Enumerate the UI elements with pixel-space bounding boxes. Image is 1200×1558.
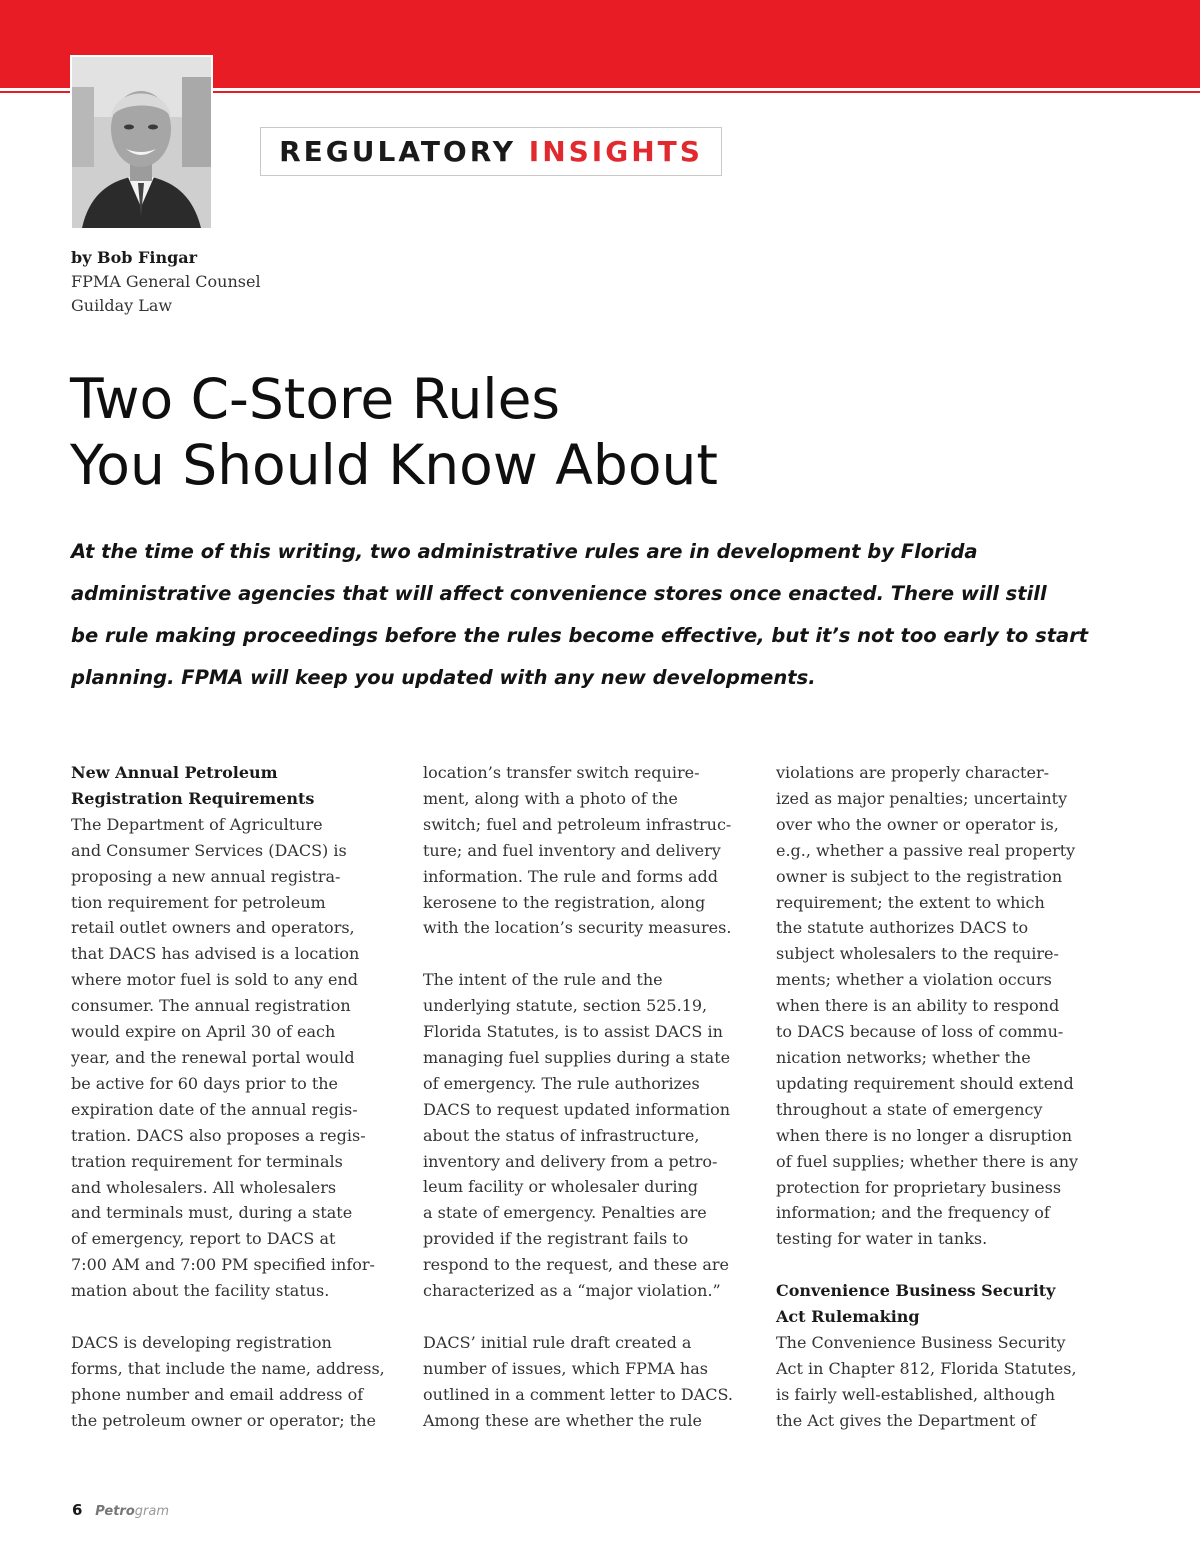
body-line: ments; whether a violation occurs [776, 970, 1052, 990]
subhead-line: Registration Requirements [71, 788, 315, 808]
body-line: kerosene to the registration, along [423, 892, 706, 912]
body-line: phone number and email address of [71, 1384, 364, 1404]
body-line: tion requirement for petroleum [71, 892, 326, 912]
article-title-line: You Should Know About [70, 433, 718, 497]
body-line: ture; and fuel inventory and delivery [423, 840, 721, 860]
body-line: The intent of the rule and the [423, 970, 663, 990]
body-column-1 [71, 760, 401, 1434]
body-line: leum facility or wholesaler during [423, 1177, 698, 1197]
body-line: tration requirement for terminals [71, 1151, 343, 1171]
author-portrait-icon [72, 57, 211, 228]
body-line: when there is no longer a disruption [776, 1125, 1073, 1145]
body-line: is fairly well-established, although [776, 1384, 1056, 1404]
author-byline [71, 246, 261, 318]
body-line [776, 1252, 1106, 1278]
page-footer [72, 1501, 169, 1519]
body-line [423, 941, 753, 967]
body-line: protection for proprietary business [776, 1177, 1062, 1197]
body-line: and Consumer Services (DACS) is [71, 840, 347, 860]
body-line: over who the owner or operator is, [776, 814, 1059, 834]
body-line [71, 1304, 401, 1330]
body-line: Act in Chapter 812, Florida Statutes, [776, 1358, 1077, 1378]
subhead-line: Act Rulemaking [776, 1307, 920, 1327]
body-line: nication networks; whether the [776, 1047, 1031, 1067]
body-line: that DACS has advised is a location [71, 944, 360, 964]
body-line: provided if the registrant fails to [423, 1229, 689, 1249]
body-column-3 [776, 760, 1106, 1434]
body-line: mation about the facility status. [71, 1281, 330, 1301]
magazine-name-part1: Petro [95, 1504, 135, 1519]
section-label-word2: INSIGHTS [528, 135, 703, 168]
body-line: requirement; the extent to which [776, 892, 1045, 912]
body-line: 7:00 AM and 7:00 PM specified infor- [71, 1255, 375, 1275]
author-photo [70, 55, 213, 230]
body-line: ized as major penalties; uncertainty [776, 788, 1068, 808]
body-line: Florida Statutes, is to assist DACS in [423, 1022, 723, 1042]
body-line: managing fuel supplies during a state [423, 1047, 731, 1067]
body-line: of emergency, report to DACS at [71, 1229, 336, 1249]
body-line: the statute authorizes DACS to [776, 918, 1029, 938]
article-title [70, 366, 1150, 498]
body-line: testing for water in tanks. [776, 1229, 988, 1249]
body-line: expiration date of the annual regis- [71, 1099, 358, 1119]
body-line: consumer. The annual registration [71, 996, 351, 1016]
body-line: e.g., whether a passive real property [776, 840, 1076, 860]
body-line: switch; fuel and petroleum infrastruc- [423, 814, 732, 834]
section-label [260, 127, 722, 176]
article-deck [71, 531, 1151, 699]
body-line: underlying statute, section 525.19, [423, 996, 708, 1016]
body-line: number of issues, which FPMA has [423, 1358, 708, 1378]
body-line: year, and the renewal portal would [71, 1047, 355, 1067]
body-line: outlined in a comment letter to DACS. [423, 1384, 733, 1404]
body-line: The Convenience Business Security [776, 1332, 1066, 1352]
body-line: The Department of Agriculture [71, 814, 323, 834]
body-line: to DACS because of loss of commu- [776, 1022, 1064, 1042]
body-line: of emergency. The rule authorizes [423, 1073, 700, 1093]
deck-line: be rule making proceedings before the rules become effective, but it’s not too early to start [71, 624, 1089, 647]
page-number: 6 [72, 1501, 83, 1519]
author-firm: Guilday Law [71, 296, 173, 315]
body-line: forms, that include the name, address, [71, 1358, 385, 1378]
subhead-line: Convenience Business Security [776, 1281, 1056, 1301]
body-line: tration. DACS also proposes a regis- [71, 1125, 366, 1145]
magazine-name-part2: gram [134, 1504, 170, 1519]
body-line: proposing a new annual registra- [71, 866, 341, 886]
body-line: owner is subject to the registration [776, 866, 1063, 886]
body-line: of fuel supplies; whether there is any [776, 1151, 1079, 1171]
body-line: DACS’ initial rule draft created a [423, 1332, 692, 1352]
body-line: information; and the frequency of [776, 1203, 1050, 1223]
author-role: FPMA General Counsel [71, 272, 261, 291]
body-line: respond to the request, and these are [423, 1255, 730, 1275]
deck-line: At the time of this writing, two administrative rules are in development by Florida [71, 540, 978, 563]
body-line: about the status of infrastructure, [423, 1125, 700, 1145]
body-column-2 [423, 760, 753, 1434]
body-line: when there is an ability to respond [776, 996, 1060, 1016]
body-line: subject wholesalers to the require- [776, 944, 1059, 964]
body-line: updating requirement should extend [776, 1073, 1074, 1093]
body-line: where motor fuel is sold to any end [71, 970, 359, 990]
body-line: retail outlet owners and operators, [71, 918, 355, 938]
deck-line: planning. FPMA will keep you updated with any new developments. [71, 666, 816, 689]
body-line [423, 1304, 753, 1330]
body-line: DACS to request updated information [423, 1099, 731, 1119]
body-line: inventory and delivery from a petro- [423, 1151, 718, 1171]
author-name: by Bob Fingar [71, 248, 198, 267]
body-line: throughout a state of emergency [776, 1099, 1043, 1119]
deck-line: administrative agencies that will affect convenience stores once enacted. There will still [71, 582, 1047, 605]
body-line: information. The rule and forms add [423, 866, 719, 886]
body-line: and terminals must, during a state [71, 1203, 353, 1223]
body-line: DACS is developing registration [71, 1332, 332, 1352]
body-line: and wholesalers. All wholesalers [71, 1177, 337, 1197]
section-label-word1: REGULATORY [279, 135, 517, 168]
body-line: a state of emergency. Penalties are [423, 1203, 707, 1223]
body-line: location’s transfer switch require- [423, 763, 700, 782]
body-line: ment, along with a photo of the [423, 788, 678, 808]
body-line: characterized as a “major violation.” [423, 1281, 721, 1301]
body-line: violations are properly character- [776, 763, 1049, 782]
subhead-line: New Annual Petroleum [71, 763, 278, 782]
article-title-line: Two C-Store Rules [70, 367, 561, 431]
body-line: the petroleum owner or operator; the [71, 1410, 376, 1430]
body-line: with the location’s security measures. [423, 918, 732, 938]
body-line: be active for 60 days prior to the [71, 1073, 339, 1093]
body-line: would expire on April 30 of each [71, 1022, 336, 1042]
body-line: the Act gives the Department of [776, 1410, 1036, 1430]
body-line: Among these are whether the rule [423, 1410, 702, 1430]
